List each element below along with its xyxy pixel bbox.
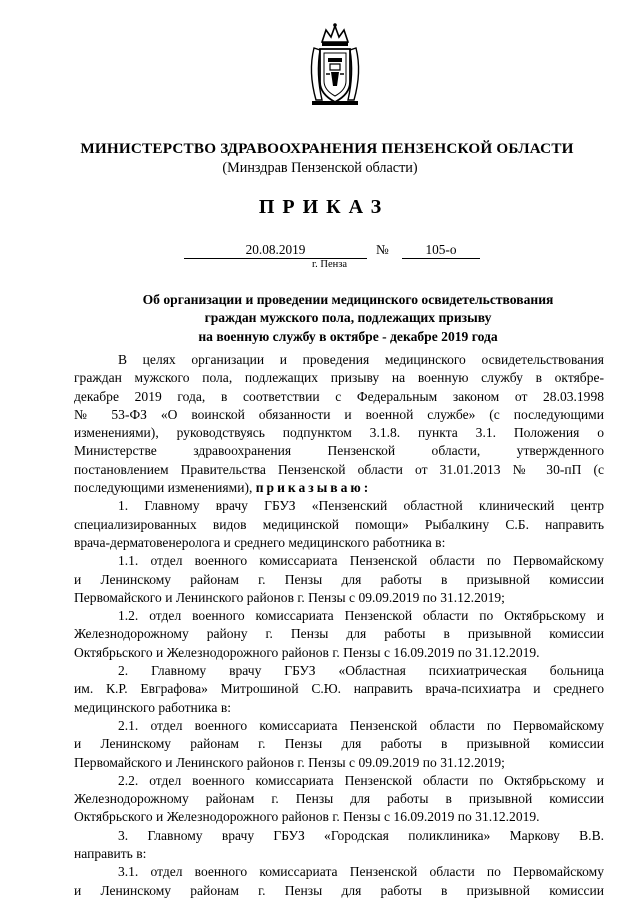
body-line-text: последующими изменениями),: [74, 480, 253, 496]
body-line: специализированных видов медицинской помощи» Рыбалкину С.Б. направить: [74, 516, 604, 532]
order-body: [74, 351, 604, 900]
order-subject: [80, 291, 616, 346]
body-line: 1.1. отдел военного комиссариата Пензенской области по Первомайскому: [118, 553, 604, 569]
subject-line: на военную службу в октябре - декабре 2019 года: [198, 328, 498, 344]
coat-of-arms-emblem: [300, 22, 370, 106]
body-line: 1.2. отдел военного комиссариата Пензенской области по Октябрьскому и: [118, 608, 604, 624]
body-line: Железнодорожному районам г. Пензы для работы в призывной комиссии: [74, 791, 604, 807]
body-line: граждан мужского пола, подлежащих призыву на военную службу в октябре-: [74, 370, 604, 386]
body-line: им. К.Р. Евграфова» Митрошиной С.Ю. направить врача-психиатра и среднего: [74, 681, 604, 697]
body-line: изменениями), руководствуясь подпунктом 3.1.8. пункта 3.1. Положения о: [74, 425, 604, 441]
order-date: 20.08.2019: [184, 242, 367, 259]
body-line: и Ленинскому районам г. Пензы для работы в призывной комиссии: [74, 736, 604, 752]
body-line: № 53-ФЗ «О воинской обязанности и военной службе» (с последующими: [74, 406, 604, 422]
body-line: медицинского работника в:: [74, 699, 231, 715]
body-line: и Ленинскому районам г. Пензы для работы в призывной комиссии: [74, 571, 604, 587]
body-line: и Ленинскому районам г. Пензы для работы в призывной комиссии: [74, 882, 604, 898]
organization-name: МИНИСТЕРСТВО ЗДРАВООХРАНЕНИЯ ПЕНЗЕНСКОЙ ОБЛАСТИ: [80, 140, 574, 157]
number-sign: №: [376, 242, 389, 257]
body-line: Железнодорожному району г. Пензы для работы в призывной комиссии: [74, 626, 604, 642]
subject-line: граждан мужского пола, подлежащих призыву: [204, 310, 492, 326]
body-line: врача-дерматовенеролога и среднего медицинского работника в:: [74, 534, 446, 550]
body-line: Октябрьского и Железнодорожного районов г. Пензы с 16.09.2019 по 31.12.2019.: [74, 809, 540, 825]
body-line: 2.2. отдел военного комиссариата Пензенской области по Октябрьскому и: [118, 772, 604, 788]
body-line: В целях организации и проведения медицинского освидетельствования: [118, 352, 604, 367]
body-line: Первомайского и Ленинского районов г. Пензы с 09.09.2019 по 31.12.2019;: [74, 754, 505, 770]
organization-short-name: (Минздрав Пензенской области): [222, 160, 418, 176]
body-line: 1. Главному врачу ГБУЗ «Пензенский областной клинический центр: [118, 498, 604, 514]
body-line: 2.1. отдел военного комиссариата Пензенской области по Первомайскому: [118, 717, 604, 733]
body-line: постановлением Правительства Пензенской области от 31.01.2013 № 30-пП (с: [74, 461, 604, 477]
body-line: 3. Главному врачу ГБУЗ «Городская поликлиника» Маркову В.В.: [118, 827, 604, 843]
subject-line: Об организации и проведении медицинского освидетельствования: [142, 292, 554, 307]
body-line: Октябрьского и Железнодорожного районов г. Пензы с 16.09.2019 по 31.12.2019.: [74, 644, 540, 660]
document-type-title: ПРИКАЗ: [258, 196, 390, 218]
body-line: 3.1. отдел военного комиссариата Пензенской области по Первомайскому: [118, 864, 604, 880]
body-line: направить в:: [74, 846, 147, 862]
body-line: 2. Главному врачу ГБУЗ «Областная психиатрическая больница: [118, 663, 604, 679]
city-label: г. Пенза: [312, 259, 348, 270]
body-line: [74, 479, 604, 497]
order-word: приказываю:: [255, 480, 372, 496]
body-line: Первомайского и Ленинского районов г. Пензы с 09.09.2019 по 31.12.2019;: [74, 589, 505, 605]
order-number: 105-о: [402, 242, 480, 259]
body-line: декабре 2019 года, в соответствии с Федеральным законом от 28.03.1998: [74, 388, 604, 404]
body-line: Министерстве здравоохранения Пензенской области, утвержденного: [74, 443, 604, 459]
